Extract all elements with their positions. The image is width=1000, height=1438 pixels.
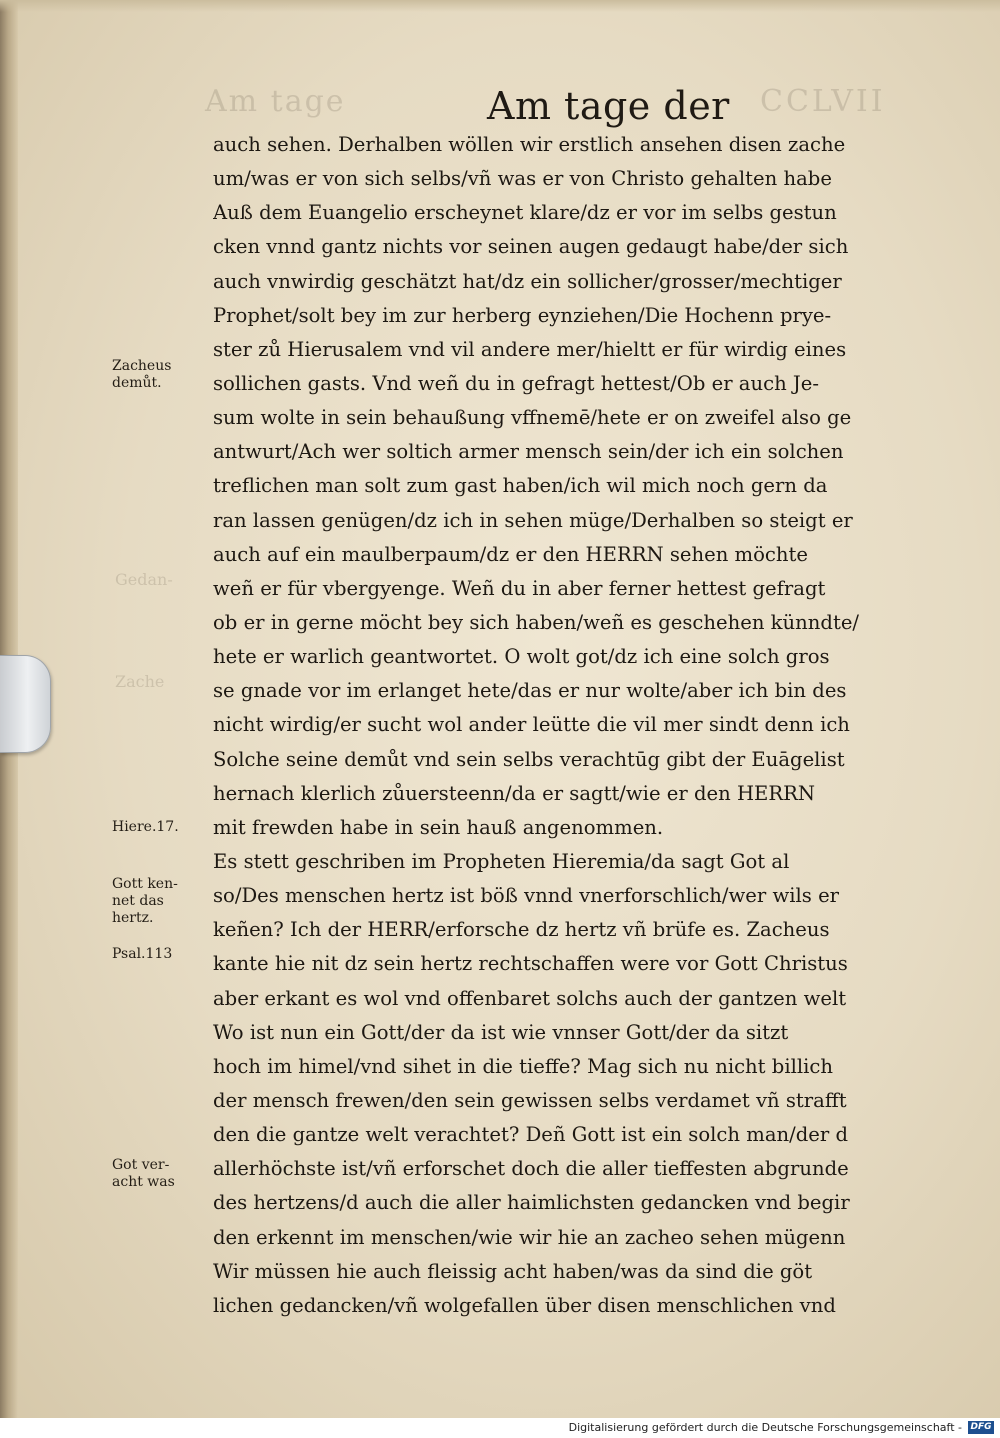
text-line: mit frewden habe in sein hauß angenommen. bbox=[213, 815, 664, 839]
text-line: auch auf ein maulberpaum/dz er den HERRN sehen möchte bbox=[213, 542, 808, 566]
text-line: der mensch frewen/den sein gewissen selbs verdamet vñ strafft bbox=[213, 1088, 847, 1112]
text-line: keñen? Ich der HERR/erforsche dz hertz vñ brüfe es. Zacheus bbox=[213, 918, 830, 942]
margin-note-line: Hiere.17. bbox=[112, 819, 179, 835]
text-line: Solche seine demůt vnd sein selbs verachtūg gibt der Euāgelist bbox=[213, 747, 845, 771]
margin-note-line: demůt. bbox=[112, 375, 162, 391]
text-line: Auß dem Euangelio erscheynet klare/dz er vor im selbs gestun bbox=[213, 201, 837, 225]
margin-note-zacheus bbox=[112, 358, 208, 392]
margin-note-line: Zacheus bbox=[112, 358, 172, 374]
bleed-through-margin-note: Gedan- bbox=[115, 570, 173, 589]
text-line: allerhöchste ist/vñ erforschet doch die aller tieffesten abgrunde bbox=[213, 1157, 849, 1181]
text-line: cken vnnd gantz nichts vor seinen augen gedaugt habe/der sich bbox=[213, 235, 849, 259]
body-text bbox=[213, 128, 953, 1323]
text-line: den die gantze welt verachtet? Deñ Gott ist ein solch man/der d bbox=[213, 1123, 849, 1147]
text-line: ran lassen genügen/dz ich in sehen müge/Derhalben so steigt er bbox=[213, 508, 853, 532]
text-line: kante hie nit dz sein hertz rechtschaffen were vor Gott Christus bbox=[213, 952, 848, 976]
margin-note-line: acht was bbox=[112, 1174, 175, 1190]
text-line: hoch im himel/vnd sihet in die tieffe? Mag sich nu nicht billich bbox=[213, 1054, 833, 1078]
text-line: lichen gedancken/vñ wolgefallen über disen menschlichen vnd bbox=[213, 1293, 836, 1317]
margin-note-psalm bbox=[112, 946, 208, 963]
margin-note-gott-kennet bbox=[112, 876, 208, 927]
text-line: Wo ist nun ein Gott/der da ist wie vnnser Gott/der da sitzt bbox=[213, 1020, 789, 1044]
text-line: treflichen man solt zum gast haben/ich wil mich noch gern da bbox=[213, 474, 828, 498]
margin-note-line: net das bbox=[112, 893, 164, 909]
funding-credit: Digitalisierung gefördert durch die Deutsche Forschungsgemeinschaft - bbox=[568, 1421, 962, 1434]
text-line: des hertzens/d auch die aller haimlichsten gedancken vnd begir bbox=[213, 1191, 850, 1215]
text-line: antwurt/Ach wer soltich armer mensch sein/der ich ein solchen bbox=[213, 440, 844, 464]
margin-note-line: Psal.113 bbox=[112, 946, 173, 962]
margin-note-got-verachtet bbox=[112, 1157, 208, 1191]
text-line: Es stett geschriben im Propheten Hieremia/da sagt Got al bbox=[213, 849, 790, 873]
text-line: Prophet/solt bey im zur herberg eynziehen/Die Hochenn prye- bbox=[213, 303, 832, 327]
text-line: auch vnwirdig geschätzt hat/dz ein sollicher/grosser/mechtiger bbox=[213, 269, 842, 293]
dfg-logo: DFG bbox=[968, 1421, 994, 1434]
margin-note-hiere bbox=[112, 819, 208, 836]
text-line: auch sehen. Derhalben wöllen wir erstlich ansehen disen zache bbox=[213, 133, 846, 156]
bleed-through-heading: Am tage bbox=[205, 84, 346, 119]
text-line: hernach klerlich zůuersteenn/da er sagtt/wie er den HERRN bbox=[213, 781, 815, 805]
page-top-shadow bbox=[0, 0, 1000, 12]
text-line: weñ er für vbergyenge. Weñ du in aber ferner hettest gefragt bbox=[213, 576, 826, 600]
margin-note-line: hertz. bbox=[112, 910, 154, 926]
text-line: sollichen gasts. Vnd weñ du in gefragt hettest/Ob er auch Je- bbox=[213, 371, 819, 395]
text-line: so/Des menschen hertz ist böß vnnd vnerforschlich/wer wils er bbox=[213, 884, 840, 908]
text-line: um/was er von sich selbs/vñ was er von Christo gehalten habe bbox=[213, 167, 832, 191]
text-line: se gnade vor im erlanget hete/das er nur wolte/aber ich bin des bbox=[213, 679, 847, 703]
bleed-through-margin-note: Zache bbox=[115, 672, 165, 691]
text-line: den erkennt im menschen/wie wir hie an zacheo sehen mügenn bbox=[213, 1225, 846, 1249]
text-line: hete er warlich geantwortet. O wolt got/dz ich eine solch gros bbox=[213, 645, 830, 669]
text-line: Wir müssen hie auch fleissig acht haben/was da sind die göt bbox=[213, 1259, 813, 1283]
text-line: aber erkant es wol vnd offenbaret solchs auch der gantzen welt bbox=[213, 986, 847, 1010]
page-clip bbox=[0, 655, 51, 753]
bleed-through-folio: CCLVII bbox=[760, 84, 886, 119]
text-line: nicht wirdig/er sucht wol ander leütte die vil mer sindt denn ich bbox=[213, 713, 850, 737]
text-line: sum wolte in sein behaußung vffnemē/hete er on zweifel also ge bbox=[213, 406, 852, 430]
margin-note-line: Got ver- bbox=[112, 1157, 170, 1173]
margin-note-line: Gott ken- bbox=[112, 876, 178, 892]
text-line: ob er in gerne möcht bey sich haben/weñ es geschehen künndte/ bbox=[213, 610, 860, 634]
running-head: Am tage der bbox=[487, 84, 730, 128]
text-line: ster zů Hierusalem vnd vil andere mer/hieltt er für wirdig eines bbox=[213, 337, 847, 361]
